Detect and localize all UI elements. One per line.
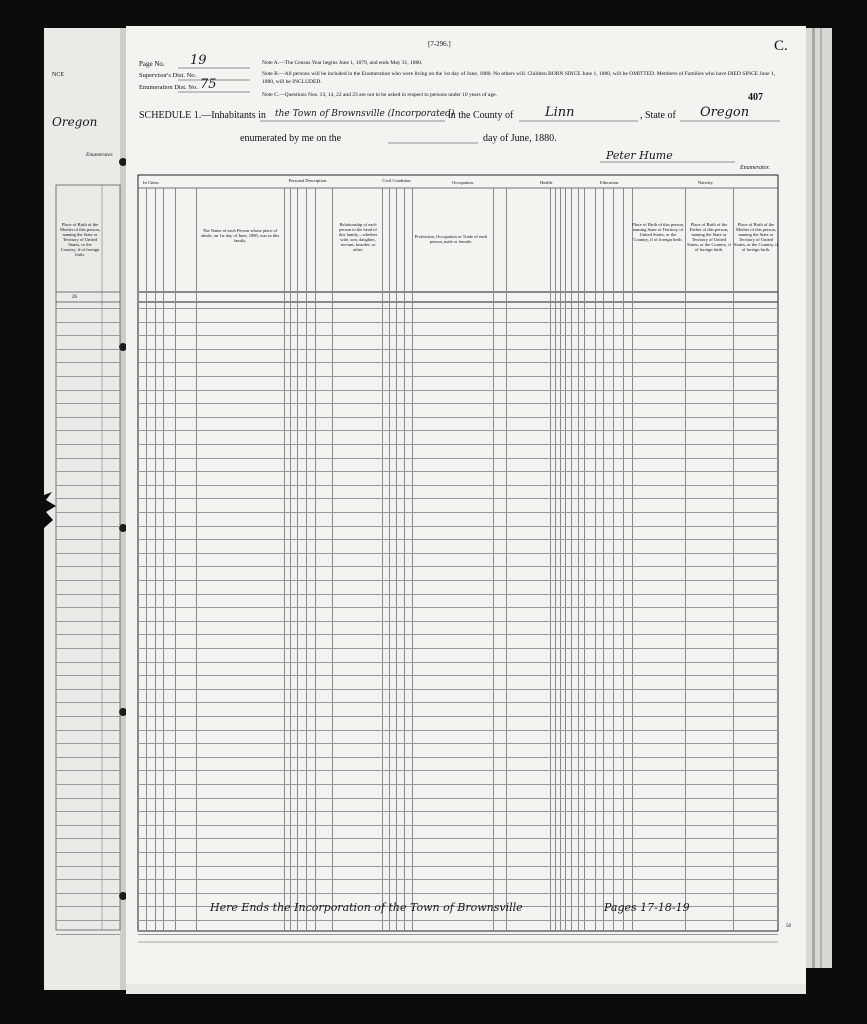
row-rule [138,322,778,323]
county-name: Linn [545,105,575,120]
row-rule [56,417,120,418]
column-rule [155,188,156,931]
column-rule [297,188,298,931]
header-in-cities: In Cities. [143,180,160,185]
row-rule [56,893,120,894]
supervisor-label: Supervisor's Dist. No. [139,72,197,79]
row-rule [56,811,120,812]
row-rule [56,852,120,853]
row-rule [138,403,778,404]
column-rule [396,188,397,931]
row-rule [56,675,120,676]
column-rule [506,188,507,931]
row-rule [56,920,120,921]
row-rule [56,757,120,758]
row-rule [138,553,778,554]
enumeration-number: 75 [200,77,217,92]
row-rule [56,526,120,527]
row-rule [138,512,778,513]
row-rule [138,893,778,894]
row-rule [138,594,778,595]
row-rule [138,308,778,309]
footnotes [158,945,778,947]
header-birthplace-column: Place of Birth of this person, naming State or Territory of United States, or the Country, if of foreign birth. [632,222,684,242]
schedule-title: SCHEDULE 1.—Inhabitants in [139,110,266,121]
column-rule [196,188,197,931]
column-rule [560,188,561,931]
row-rule [56,594,120,595]
row-rule [56,403,120,404]
row-rule [138,621,778,622]
row-rule [138,702,778,703]
row-rule [138,934,778,935]
day-of-label: day of June, 1880. [483,133,557,144]
row-number-50: 50 [786,924,791,929]
header-education: Education. [600,180,620,185]
county-label: in the County of [448,110,514,121]
enumerated-label: enumerated by me on the [240,133,342,144]
row-rule [138,811,778,812]
row-rule [138,458,778,459]
row-rule [138,770,778,771]
row-rule [56,376,120,377]
corner-mark: C. [774,38,788,54]
row-rule [138,580,778,581]
note-c: Note C.—Questions Nos. 13, 14, 22 and 23 are not to be asked in respect to persons under 10 years of age. [262,92,497,98]
row-rule [56,566,120,567]
main-page [126,26,806,994]
row-rule [56,838,120,839]
row-rule [138,743,778,744]
header-father-birthplace-column: Place of Birth of the Father of this person, naming the State or Territory of United States, or the Country, if of foreign birth. [687,222,731,252]
state-label: , State of [640,110,676,121]
row-rule [138,362,778,363]
header-civil-condition: Civil Condition. [382,178,412,183]
column-rule [603,188,604,931]
row-rule [56,444,120,445]
state-name: Oregon [700,105,750,120]
row-rule [56,730,120,731]
header-personal-description: Personal Description. [288,178,328,183]
row-rule [138,471,778,472]
column-rule [685,188,686,931]
column-rule [578,188,579,931]
row-rule [56,879,120,880]
column-rule [623,188,624,931]
row-rule [138,838,778,839]
column-rule [146,188,147,931]
column-rule [565,188,566,931]
row-rule [138,526,778,527]
header-occupation-column: Profession, Occupation or Trade of each person, male or female. [414,234,488,244]
note-b: Note B.—All persons will be included in the Enumeration who were living on the 1st day of June, 1880. No others will. Children BORN SINCE June 1, 1880, will be OMITTED. Members of Families who have DIED SINCE June 1, 1880, will be INCLUDED. [262,71,776,85]
row-rule [138,349,778,350]
row-rule [138,852,778,853]
form-number: [7-296.] [428,40,451,48]
row-rule [138,417,778,418]
column-rule [332,188,333,931]
row-rule [138,634,778,635]
row-rule [56,580,120,581]
row-rule [138,757,778,758]
row-rule [56,512,120,513]
row-rule [138,689,778,690]
row-rule [138,784,778,785]
row-rule [56,335,120,336]
row-rule [56,362,120,363]
enumeration-label: Enumeration Dist. No. [139,84,198,91]
column-rule [412,188,413,931]
row-rule [56,471,120,472]
column-rule [404,188,405,931]
header-health: Health. [540,180,554,185]
left-page-column-header: Place of Birth of the Mother of this person, naming the State or Territory of United States, or the Country, if of foreign birth. [60,222,100,257]
row-rule [56,498,120,499]
row-rule [138,648,778,649]
row-rule [138,920,778,921]
closing-pages: Pages 17-18-19 [604,901,690,914]
row-rule [138,444,778,445]
column-rule [315,188,316,931]
row-rule [56,430,120,431]
column-rule [778,188,779,931]
column-rule [733,188,734,931]
row-rule [138,390,778,391]
column-rule [163,188,164,931]
row-rule [138,798,778,799]
column-rule [290,188,291,931]
row-rule [56,607,120,608]
row-rule [56,689,120,690]
row-rule [56,784,120,785]
page-label: Page No. [139,60,165,68]
row-rule [56,458,120,459]
stamp-number: 407 [748,92,763,103]
row-rule [56,553,120,554]
row-rule [138,498,778,499]
note-a: Note A.—The Census Year begins June 1, 1879, and ends May 31, 1880. [262,60,423,66]
row-rule [56,798,120,799]
row-rule [138,716,778,717]
header-occupation: Occupation. [452,180,474,185]
row-rule [56,322,120,323]
column-rule [389,188,390,931]
header-mother-birthplace-column: Place of Birth of the Mother of this person, naming the State or Territory of United States, or the Country, if of foreign birth. [734,222,778,252]
row-rule [56,906,120,907]
row-rule [138,607,778,608]
row-rule [138,730,778,731]
column-rule [632,188,633,931]
left-page-nce: NCE [52,72,64,78]
row-rule [138,825,778,826]
row-rule [138,879,778,880]
row-rule [138,430,778,431]
closing-line: Here Ends the Incorporation of the Town of Brownsville [210,901,523,914]
column-rule [306,188,307,931]
row-rule [138,675,778,676]
row-rule [138,539,778,540]
header-relationship-column: Relationship of each person to the head of this family—whether wife, son, daughter, servant, boarder, or other. [338,222,378,252]
row-rule [56,621,120,622]
page-number: 19 [190,53,207,68]
column-rule [613,188,614,931]
row-rule [138,485,778,486]
row-rule [56,308,120,309]
row-rule [56,648,120,649]
row-rule [138,376,778,377]
row-rule [56,866,120,867]
row-rule [138,662,778,663]
enumerator-signature: Peter Hume [606,149,673,162]
column-rule [584,188,585,931]
column-rule [284,188,285,931]
row-rule [56,702,120,703]
row-rule [56,349,120,350]
column-rule [595,188,596,931]
row-rule [56,770,120,771]
row-rule [138,866,778,867]
row-rule [56,390,120,391]
left-page-column-number: 26 [72,295,77,300]
row-rule [138,335,778,336]
enumerator-label: Enumerator. [740,165,770,171]
row-rule [56,662,120,663]
column-rule [493,188,494,931]
row-rule [56,716,120,717]
left-page-state: Oregon [52,115,98,129]
place-name: the Town of Brownsville (Incorporated) [275,109,455,119]
column-rule [555,188,556,931]
column-rule [571,188,572,931]
column-rule [138,188,139,931]
column-rule [550,188,551,931]
column-rule [175,188,176,931]
row-rule [56,825,120,826]
row-rule [56,539,120,540]
row-rule [56,743,120,744]
row-rule [56,934,120,935]
left-page-enumerator: Enumerator. [86,152,114,158]
row-rule [138,566,778,567]
header-name-column: The Name of each Person whose place of abode, on 1st day of June, 1880, was in this family. [200,228,280,243]
header-nativity: Nativity. [698,180,714,185]
row-rule [56,634,120,635]
row-rule [56,485,120,486]
column-rule [382,188,383,931]
